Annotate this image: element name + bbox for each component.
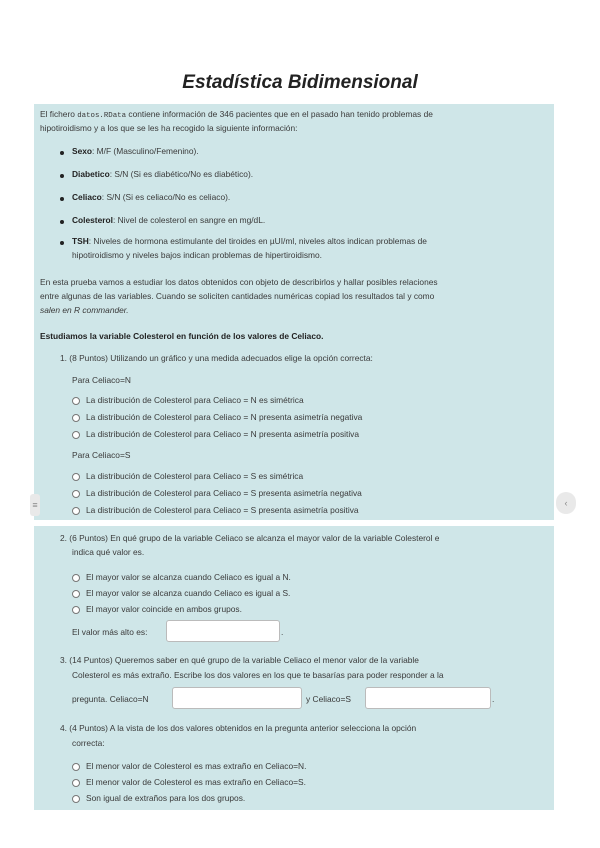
q1-prompt: 1. (8 Puntos) Utilizando un gráfico y una medida adecuados elige la opción correcta:	[60, 353, 373, 363]
q4-option-2-label[interactable]: El menor valor de Colesterol es mas extraño en Celiaco=S.	[86, 777, 306, 787]
q4-prompt-line-1: 4. (4 Puntos) A la vista de los dos valores obtenidos en la pregunta anterior selecciona la opción	[60, 723, 417, 733]
q1-n-option-3-radio[interactable]	[72, 431, 80, 439]
intro-line-2: hipotiroidismo y a los que se les ha recogido la siguiente información:	[40, 123, 298, 133]
q4-option-1-radio[interactable]	[72, 763, 80, 771]
q1-s-option-1-label[interactable]: La distribución de Colesterol para Celiaco = S es simétrica	[86, 471, 304, 481]
bullet-icon	[60, 241, 64, 245]
q4-option-2-radio[interactable]	[72, 779, 80, 787]
q1-s-option-2-label[interactable]: La distribución de Colesterol para Celiaco = S presenta asimetría negativa	[86, 488, 362, 498]
q2-max-value-input[interactable]	[166, 620, 280, 642]
bullet-icon	[60, 174, 64, 178]
q3-mid-label: y Celiaco=S	[306, 694, 351, 704]
q1-s-option-2-radio[interactable]	[72, 490, 80, 498]
q1-s-option-3-label[interactable]: La distribución de Colesterol para Celiaco = S presenta asimetría positiva	[86, 505, 359, 515]
q3-line3-label: pregunta. Celiaco=N	[72, 694, 149, 704]
menu-handle-icon[interactable]: ≡	[30, 494, 40, 516]
variable-celiaco: Celiaco: S/N (Si es celiaco/No es celiaco).	[72, 192, 231, 202]
intro-filename: datos.RData	[77, 112, 127, 120]
instructions-line-2: entre algunas de las variables. Cuando se soliciten cantidades numéricas copiad los resultados tal y como	[40, 291, 435, 301]
q1-n-option-2-label[interactable]: La distribución de Colesterol para Celiaco = N presenta asimetría negativa	[86, 412, 363, 422]
q2-option-2-label[interactable]: El mayor valor se alcanza cuando Celiaco es igual a S.	[86, 588, 291, 598]
q2-field-label: El valor más alto es:	[72, 627, 148, 637]
chevron-left-icon[interactable]: ‹	[556, 492, 576, 514]
q1-s-option-1-radio[interactable]	[72, 473, 80, 481]
variable-tsh-line2: hipotiroidismo y niveles bajos indican problemas de hipertiroidismo.	[72, 250, 322, 260]
q1-n-option-2-radio[interactable]	[72, 414, 80, 422]
q4-option-1-label[interactable]: El menor valor de Colesterol es mas extraño en Celiaco=N.	[86, 761, 307, 771]
intro-panel	[34, 104, 554, 520]
q1-n-option-1-radio[interactable]	[72, 397, 80, 405]
q1-group-s-label: Para Celiaco=S	[72, 450, 131, 460]
q2-field-suffix: .	[281, 627, 284, 637]
q1-s-option-3-radio[interactable]	[72, 507, 80, 515]
q4-option-3-radio[interactable]	[72, 795, 80, 803]
q4-option-3-label[interactable]: Son igual de extraños para los dos grupos.	[86, 793, 246, 803]
variable-sexo: Sexo: M/F (Masculino/Femenino).	[72, 146, 199, 156]
intro-line1-rest: contiene información de 346 pacientes que en el pasado han tenido problemas de	[128, 109, 433, 119]
q1-n-option-1-label[interactable]: La distribución de Colesterol para Celiaco = N es simétrica	[86, 395, 304, 405]
q4-prompt-line-2: correcta:	[72, 738, 105, 748]
q3-prompt-line-1: 3. (14 Puntos) Queremos saber en qué grupo de la variable Celiaco el menor valor de la variable	[60, 655, 419, 665]
q2-option-3-radio[interactable]	[72, 606, 80, 614]
q1-group-n-label: Para Celiaco=N	[72, 375, 131, 385]
bullet-icon	[60, 197, 64, 201]
bullet-icon	[60, 220, 64, 224]
variable-tsh: TSH: Niveles de hormona estimulante del tiroides en µUI/ml, niveles altos indican problemas de	[72, 236, 427, 246]
q3-celiaco-s-input[interactable]	[365, 687, 491, 709]
q3-prompt-line-2: Colesterol es más extraño. Escribe los dos valores en los que te basarías para poder responder a la	[72, 670, 444, 680]
instructions-line-1: En esta prueba vamos a estudiar los datos obtenidos con objeto de describirlos y hallar posibles relaciones	[40, 277, 438, 287]
intro-line-1	[40, 108, 433, 123]
q3-celiaco-n-input[interactable]	[172, 687, 302, 709]
intro-prefix: El fichero	[40, 109, 75, 119]
q1-n-option-3-label[interactable]: La distribución de Colesterol para Celiaco = N presenta asimetría positiva	[86, 429, 360, 439]
q3-suffix: .	[492, 694, 495, 704]
q2-option-2-radio[interactable]	[72, 590, 80, 598]
bullet-icon	[60, 151, 64, 155]
instructions-line-3: salen en R commander.	[40, 305, 129, 315]
variable-colesterol: Colesterol: Nivel de colesterol en sangre en mg/dL.	[72, 215, 266, 225]
section-heading: Estudiamos la variable Colesterol en función de los valores de Celiaco.	[40, 331, 324, 341]
page-title: Estadística Bidimensional	[182, 72, 418, 93]
variable-diabetico: Diabetico: S/N (Si es diabético/No es diabético).	[72, 169, 254, 179]
q2-prompt-line-1: 2. (6 Puntos) En qué grupo de la variable Celiaco se alcanza el mayor valor de la variable Colesterol e	[60, 533, 440, 543]
q2-option-3-label[interactable]: El mayor valor coincide en ambos grupos.	[86, 604, 242, 614]
q2-prompt-line-2: indica qué valor es.	[72, 547, 145, 557]
questions-panel	[34, 526, 554, 810]
q2-option-1-label[interactable]: El mayor valor se alcanza cuando Celiaco es igual a N.	[86, 572, 291, 582]
q2-option-1-radio[interactable]	[72, 574, 80, 582]
